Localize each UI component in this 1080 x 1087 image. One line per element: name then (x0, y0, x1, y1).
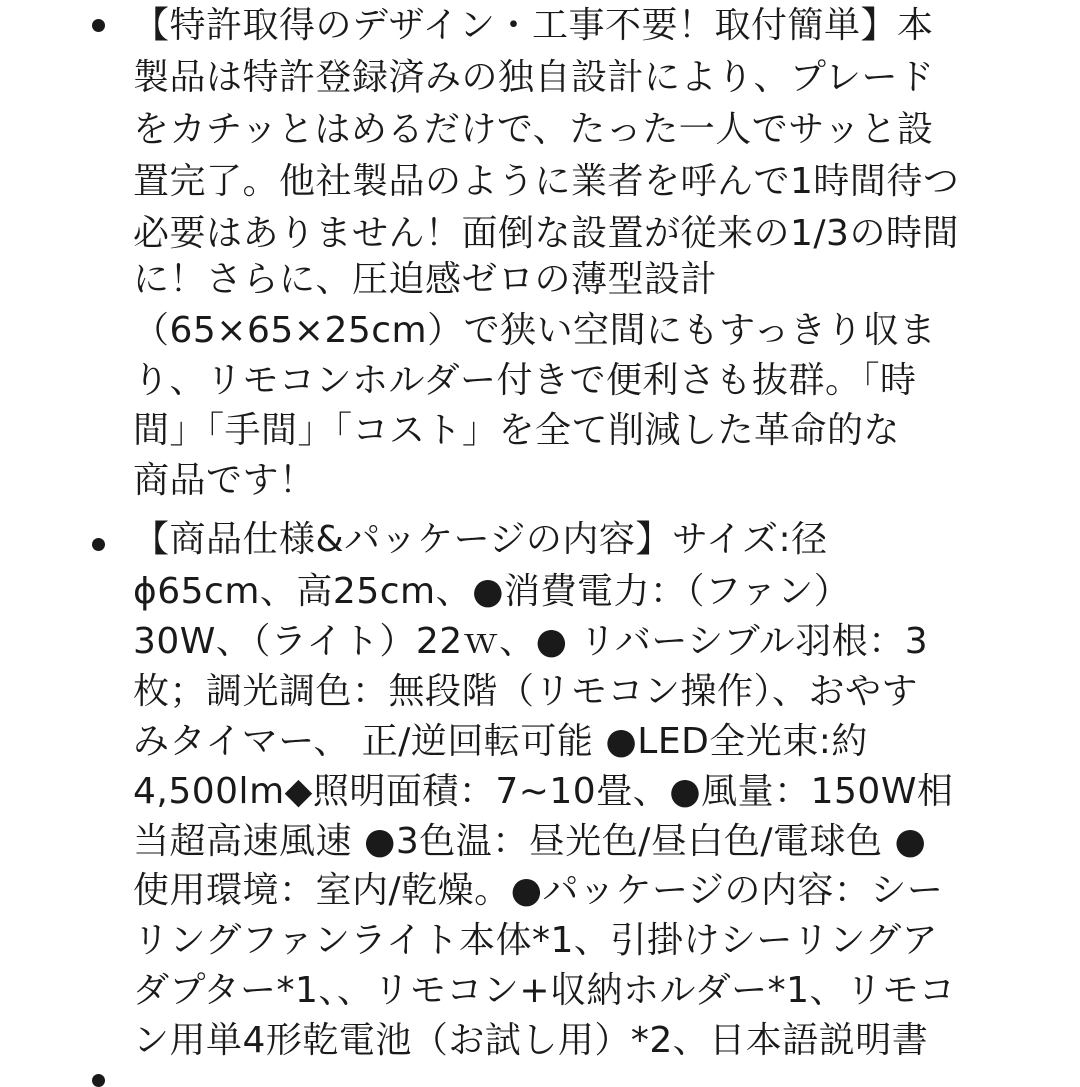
text-line: 間」「手間」「コスト」を全て削減した革命的な (133, 410, 901, 451)
text-line: 使用環境：室内/乾燥。●パッケージの内容：シー (133, 870, 944, 911)
text-line: （65×65×25cm）で狭い空間にもすっきり収ま (133, 310, 936, 351)
text-line: 【商品仕様&パッケージの内容】サイズ:径 (133, 519, 828, 560)
text-line: に！さらに、圧迫感ゼロの薄型設計 (133, 259, 718, 300)
text-line: 商品です！ (133, 460, 316, 501)
text-line: みタイマー、 正/逆回転可能 ●LED全光束:約 (133, 721, 868, 762)
bullet-dot-icon (92, 1074, 105, 1087)
text-line: 枚；調光調色：無段階（リモコン操作）、おやす (133, 671, 919, 712)
text-line: り、リモコンホルダー付きで便利さも抜群。「時 (133, 360, 917, 401)
bullet-dot-icon (92, 538, 105, 551)
text-line: をカチッとはめるだけで、たった一人でサッと設 (133, 109, 934, 150)
text-line: 当超高速風速 ●3色温：昼光色/昼白色/電球色 ● (133, 821, 927, 862)
text-line: 置完了。他社製品のように業者を呼んで1時間待つ (133, 161, 960, 202)
text-line: リングファンライト本体*1、引掛けシーリングア (133, 920, 939, 961)
text-line: ダプター*1、、リモコン+収納ホルダー*1、リモコ (133, 970, 956, 1011)
text-line: 【特許取得のデザイン・工事不要！取付簡単】本 (133, 5, 934, 46)
text-line: 30W、（ライト）22ｗ、● リバーシブル羽根：3 (133, 621, 929, 662)
text-line: 必要はありません！面倒な設置が従来の1/3の時間 (133, 213, 959, 254)
text-line: 製品は特許登録済みの独自設計により、プレード (133, 57, 935, 98)
text-line: ϕ65cm、高25cm、●消費電力：（ファン） (133, 571, 851, 612)
text-line: 4,500lm◆照明面積：7~10畳、●風量：150W相 (133, 771, 954, 812)
text-line: ン用単4形乾電池（お試し用）*2、日本語説明書 (133, 1020, 929, 1061)
bullet-dot-icon (92, 19, 105, 32)
